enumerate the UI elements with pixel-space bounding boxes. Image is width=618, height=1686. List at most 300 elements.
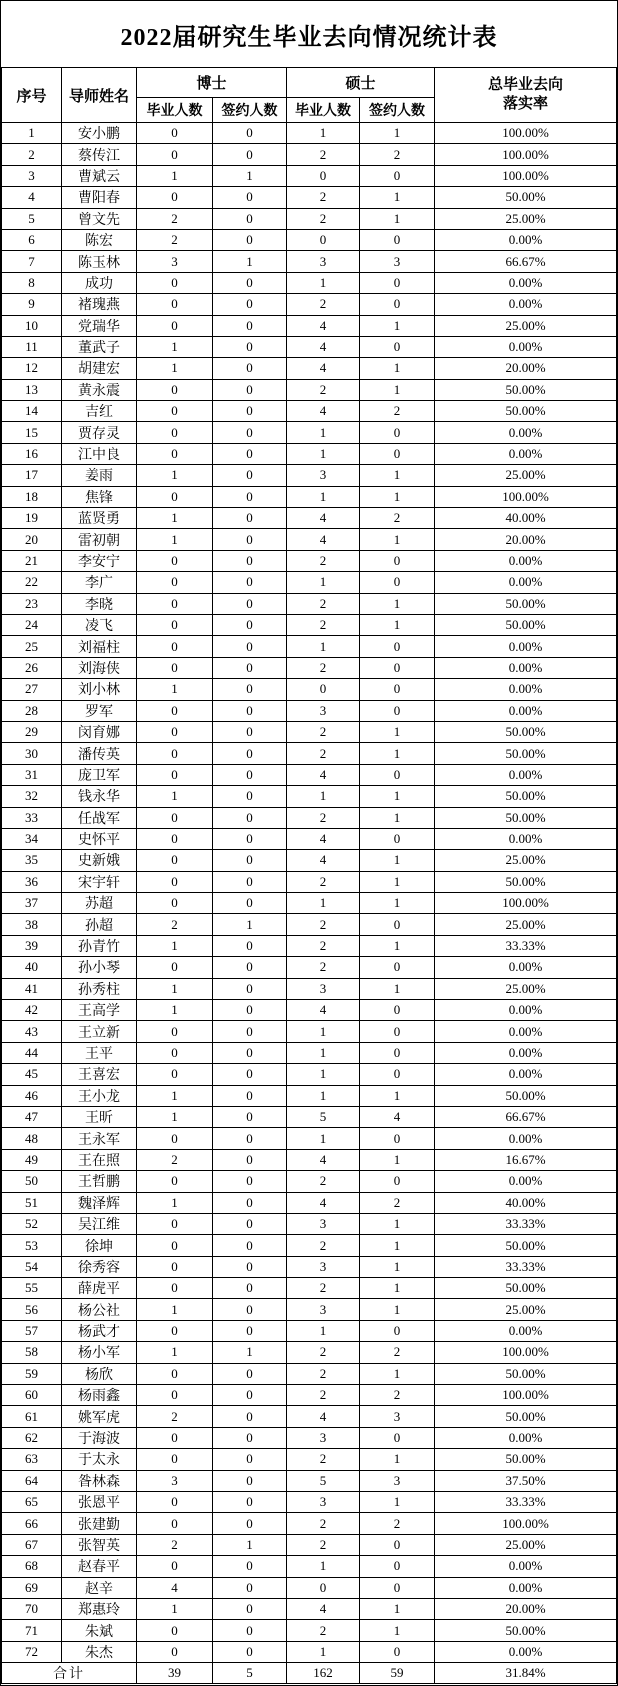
phd-signed: 0 — [213, 1556, 287, 1577]
phd-graduates: 0 — [137, 1064, 213, 1085]
table-row — [2, 1534, 617, 1555]
phd-signed: 0 — [213, 1085, 287, 1106]
phd-graduates: 0 — [137, 144, 213, 165]
phd-graduates: 1 — [137, 935, 213, 956]
phd-graduates: 0 — [137, 1449, 213, 1470]
page-title: 2022届研究生毕业去向情况统计表 — [120, 24, 498, 51]
phd-graduates: 0 — [137, 850, 213, 871]
table-row — [2, 358, 617, 379]
table-row — [2, 379, 617, 400]
placement-rate: 50.00% — [435, 1406, 617, 1427]
row-index: 30 — [2, 743, 62, 764]
placement-rate: 0.00% — [435, 1577, 617, 1598]
ms-graduates: 2 — [287, 550, 360, 571]
row-index: 28 — [2, 700, 62, 721]
ms-graduates: 3 — [287, 251, 360, 272]
table-row — [2, 1556, 617, 1577]
ms-signed: 1 — [360, 721, 435, 742]
phd-signed: 0 — [213, 1064, 287, 1085]
ms-signed: 1 — [360, 1299, 435, 1320]
phd-graduates: 0 — [137, 272, 213, 293]
phd-graduates: 0 — [137, 636, 213, 657]
advisor-name: 朱杰 — [62, 1641, 137, 1662]
advisor-name: 董武子 — [62, 336, 137, 357]
col-header-phd-graduates: 毕业人数 — [137, 98, 213, 123]
ms-signed: 0 — [360, 572, 435, 593]
phd-graduates: 0 — [137, 1278, 213, 1299]
advisor-name: 王永军 — [62, 1128, 137, 1149]
advisor-name: 闵育娜 — [62, 721, 137, 742]
placement-rate: 50.00% — [435, 743, 617, 764]
phd-signed: 0 — [213, 679, 287, 700]
advisor-name: 姜雨 — [62, 465, 137, 486]
row-index: 43 — [2, 1021, 62, 1042]
phd-signed: 0 — [213, 1235, 287, 1256]
advisor-name: 蓝贤勇 — [62, 508, 137, 529]
row-index: 31 — [2, 764, 62, 785]
ms-signed: 1 — [360, 935, 435, 956]
table-row — [2, 401, 617, 422]
phd-graduates: 0 — [137, 1556, 213, 1577]
table-row — [2, 871, 617, 892]
placement-rate: 37.50% — [435, 1470, 617, 1491]
row-index: 67 — [2, 1534, 62, 1555]
table-row — [2, 486, 617, 507]
ms-signed: 1 — [360, 1149, 435, 1170]
table-row — [2, 529, 617, 550]
ms-signed: 1 — [360, 123, 435, 144]
phd-signed: 0 — [213, 850, 287, 871]
ms-graduates: 2 — [287, 1278, 360, 1299]
placement-rate: 0.00% — [435, 1641, 617, 1662]
ms-signed: 1 — [360, 786, 435, 807]
row-index: 19 — [2, 508, 62, 529]
ms-signed: 1 — [360, 1620, 435, 1641]
table-row — [2, 508, 617, 529]
phd-signed: 0 — [213, 1128, 287, 1149]
ms-graduates: 2 — [287, 657, 360, 678]
phd-graduates: 0 — [137, 1213, 213, 1234]
ms-graduates: 3 — [287, 1492, 360, 1513]
phd-signed: 0 — [213, 1278, 287, 1299]
ms-graduates: 4 — [287, 764, 360, 785]
advisor-name: 刘福柱 — [62, 636, 137, 657]
placement-rate: 66.67% — [435, 1106, 617, 1127]
advisor-name: 王立新 — [62, 1021, 137, 1042]
row-index: 41 — [2, 978, 62, 999]
phd-signed: 0 — [213, 935, 287, 956]
phd-signed: 0 — [213, 1641, 287, 1662]
advisor-name: 宋宇轩 — [62, 871, 137, 892]
advisor-name: 昝林森 — [62, 1470, 137, 1491]
ms-signed: 1 — [360, 1256, 435, 1277]
ms-signed: 1 — [360, 315, 435, 336]
advisor-name: 王小龙 — [62, 1085, 137, 1106]
ms-graduates: 2 — [287, 1620, 360, 1641]
advisor-name: 徐坤 — [62, 1235, 137, 1256]
placement-rate: 100.00% — [435, 486, 617, 507]
advisor-name: 孙小琴 — [62, 957, 137, 978]
placement-rate: 0.00% — [435, 636, 617, 657]
placement-rate: 20.00% — [435, 529, 617, 550]
table-row — [2, 679, 617, 700]
placement-rate: 33.33% — [435, 935, 617, 956]
ms-signed: 0 — [360, 1021, 435, 1042]
table-row — [2, 1085, 617, 1106]
advisor-name: 吉红 — [62, 401, 137, 422]
advisor-name: 于海波 — [62, 1427, 137, 1448]
row-index: 27 — [2, 679, 62, 700]
row-index: 8 — [2, 272, 62, 293]
placement-rate: 0.00% — [435, 229, 617, 250]
table-row — [2, 1385, 617, 1406]
phd-graduates: 0 — [137, 123, 213, 144]
ms-graduates: 1 — [287, 486, 360, 507]
placement-rate: 25.00% — [435, 1299, 617, 1320]
advisor-name: 刘小林 — [62, 679, 137, 700]
table-row — [2, 593, 617, 614]
advisor-name: 王哲鹏 — [62, 1171, 137, 1192]
table-row — [2, 294, 617, 315]
table-row — [2, 850, 617, 871]
ms-signed: 0 — [360, 1556, 435, 1577]
col-header-ms-graduates: 毕业人数 — [287, 98, 360, 123]
ms-signed: 1 — [360, 187, 435, 208]
ms-graduates: 1 — [287, 443, 360, 464]
ms-signed: 1 — [360, 1278, 435, 1299]
ms-graduates: 1 — [287, 1320, 360, 1341]
row-index: 60 — [2, 1385, 62, 1406]
placement-rate: 100.00% — [435, 893, 617, 914]
ms-signed: 1 — [360, 1492, 435, 1513]
row-index: 70 — [2, 1598, 62, 1619]
phd-signed: 0 — [213, 636, 287, 657]
table-row — [2, 336, 617, 357]
ms-graduates: 3 — [287, 1427, 360, 1448]
ms-graduates: 1 — [287, 1085, 360, 1106]
ms-graduates: 2 — [287, 187, 360, 208]
ms-graduates: 2 — [287, 914, 360, 935]
ms-graduates: 5 — [287, 1106, 360, 1127]
placement-rate: 33.33% — [435, 1213, 617, 1234]
placement-rate: 50.00% — [435, 187, 617, 208]
phd-graduates: 0 — [137, 957, 213, 978]
phd-signed: 0 — [213, 1299, 287, 1320]
table-row — [2, 1470, 617, 1491]
table-row — [2, 208, 617, 229]
advisor-name: 庞卫军 — [62, 764, 137, 785]
phd-signed: 0 — [213, 401, 287, 422]
row-index: 42 — [2, 1000, 62, 1021]
advisor-name: 钱永华 — [62, 786, 137, 807]
phd-graduates: 0 — [137, 1042, 213, 1063]
phd-graduates: 1 — [137, 786, 213, 807]
ms-signed: 3 — [360, 251, 435, 272]
ms-graduates: 2 — [287, 807, 360, 828]
row-index: 26 — [2, 657, 62, 678]
row-index: 32 — [2, 786, 62, 807]
table-row — [2, 1492, 617, 1513]
total-phd-signed: 5 — [213, 1663, 287, 1684]
table-row — [2, 1149, 617, 1170]
advisor-name: 张建勤 — [62, 1513, 137, 1534]
ms-graduates: 4 — [287, 1149, 360, 1170]
table-row — [2, 1064, 617, 1085]
ms-graduates: 1 — [287, 272, 360, 293]
advisor-name: 史怀平 — [62, 828, 137, 849]
table-row — [2, 1000, 617, 1021]
placement-rate: 50.00% — [435, 871, 617, 892]
row-index: 15 — [2, 422, 62, 443]
phd-graduates: 0 — [137, 743, 213, 764]
advisor-name: 赵春平 — [62, 1556, 137, 1577]
phd-signed: 0 — [213, 1513, 287, 1534]
placement-rate: 25.00% — [435, 978, 617, 999]
phd-signed: 0 — [213, 1492, 287, 1513]
row-index: 2 — [2, 144, 62, 165]
phd-signed: 0 — [213, 1385, 287, 1406]
advisor-name: 罗军 — [62, 700, 137, 721]
placement-rate: 20.00% — [435, 358, 617, 379]
ms-signed: 1 — [360, 1363, 435, 1384]
row-index: 59 — [2, 1363, 62, 1384]
phd-signed: 0 — [213, 1171, 287, 1192]
advisor-name: 孙青竹 — [62, 935, 137, 956]
ms-signed: 1 — [360, 379, 435, 400]
row-index: 37 — [2, 893, 62, 914]
placement-rate: 0.00% — [435, 443, 617, 464]
phd-signed: 0 — [213, 294, 287, 315]
phd-signed: 0 — [213, 1598, 287, 1619]
header-row-groups — [2, 68, 617, 98]
table-row — [2, 1406, 617, 1427]
table-row — [2, 893, 617, 914]
ms-graduates: 2 — [287, 1171, 360, 1192]
advisor-name: 张智英 — [62, 1534, 137, 1555]
table-row — [2, 657, 617, 678]
phd-graduates: 3 — [137, 1470, 213, 1491]
ms-graduates: 2 — [287, 1342, 360, 1363]
phd-graduates: 2 — [137, 914, 213, 935]
ms-signed: 2 — [360, 1513, 435, 1534]
advisor-name: 雷初朝 — [62, 529, 137, 550]
phd-signed: 0 — [213, 828, 287, 849]
table-row — [2, 935, 617, 956]
ms-signed: 0 — [360, 229, 435, 250]
row-index: 10 — [2, 315, 62, 336]
ms-signed: 1 — [360, 871, 435, 892]
row-index: 64 — [2, 1470, 62, 1491]
phd-signed: 0 — [213, 807, 287, 828]
placement-rate: 0.00% — [435, 1427, 617, 1448]
phd-signed: 1 — [213, 1342, 287, 1363]
ms-graduates: 4 — [287, 315, 360, 336]
table-row — [2, 465, 617, 486]
placement-rate: 0.00% — [435, 657, 617, 678]
placement-rate: 0.00% — [435, 1171, 617, 1192]
table-row — [2, 1192, 617, 1213]
total-label: 合计 — [2, 1663, 137, 1684]
phd-signed: 0 — [213, 529, 287, 550]
phd-graduates: 0 — [137, 1363, 213, 1384]
row-index: 22 — [2, 572, 62, 593]
ms-graduates: 1 — [287, 893, 360, 914]
table-row — [2, 422, 617, 443]
placement-rate: 50.00% — [435, 1235, 617, 1256]
table-row — [2, 1042, 617, 1063]
ms-signed: 0 — [360, 957, 435, 978]
table-row — [2, 978, 617, 999]
ms-graduates: 1 — [287, 1128, 360, 1149]
advisor-name: 魏泽辉 — [62, 1192, 137, 1213]
placement-rate: 0.00% — [435, 572, 617, 593]
advisor-name: 薛虎平 — [62, 1278, 137, 1299]
phd-graduates: 0 — [137, 657, 213, 678]
col-group-master: 硕士 — [287, 68, 435, 98]
placement-rate: 0.00% — [435, 1042, 617, 1063]
advisor-name: 曾文先 — [62, 208, 137, 229]
table-row — [2, 1106, 617, 1127]
ms-graduates: 3 — [287, 1256, 360, 1277]
table-row — [2, 1620, 617, 1641]
table-row — [2, 807, 617, 828]
advisor-name: 王平 — [62, 1042, 137, 1063]
ms-graduates: 3 — [287, 978, 360, 999]
ms-graduates: 1 — [287, 422, 360, 443]
phd-graduates: 1 — [137, 529, 213, 550]
phd-graduates: 1 — [137, 1106, 213, 1127]
phd-signed: 1 — [213, 165, 287, 186]
ms-graduates: 2 — [287, 957, 360, 978]
placement-rate: 0.00% — [435, 422, 617, 443]
table-row — [2, 743, 617, 764]
total-ms-signed: 59 — [360, 1663, 435, 1684]
table-row — [2, 1363, 617, 1384]
phd-signed: 0 — [213, 187, 287, 208]
table-row — [2, 1299, 617, 1320]
ms-signed: 0 — [360, 657, 435, 678]
phd-signed: 0 — [213, 379, 287, 400]
phd-signed: 0 — [213, 144, 287, 165]
ms-signed: 0 — [360, 914, 435, 935]
phd-signed: 1 — [213, 251, 287, 272]
total-rate: 31.84% — [435, 1663, 617, 1684]
table-row — [2, 1449, 617, 1470]
phd-graduates: 1 — [137, 679, 213, 700]
advisor-name: 苏超 — [62, 893, 137, 914]
ms-signed: 0 — [360, 1171, 435, 1192]
ms-graduates: 4 — [287, 850, 360, 871]
table-row — [2, 251, 617, 272]
ms-graduates: 0 — [287, 679, 360, 700]
ms-signed: 0 — [360, 1320, 435, 1341]
row-index: 62 — [2, 1427, 62, 1448]
phd-signed: 1 — [213, 914, 287, 935]
advisor-name: 郑惠玲 — [62, 1598, 137, 1619]
row-index: 66 — [2, 1513, 62, 1534]
phd-signed: 0 — [213, 550, 287, 571]
phd-signed: 0 — [213, 315, 287, 336]
table-row — [2, 1577, 617, 1598]
table-row — [2, 1278, 617, 1299]
advisor-name: 曹斌云 — [62, 165, 137, 186]
row-index: 12 — [2, 358, 62, 379]
advisor-name: 徐秀容 — [62, 1256, 137, 1277]
row-index: 14 — [2, 401, 62, 422]
ms-signed: 1 — [360, 358, 435, 379]
ms-signed: 1 — [360, 1085, 435, 1106]
ms-graduates: 4 — [287, 508, 360, 529]
phd-graduates: 1 — [137, 508, 213, 529]
ms-graduates: 1 — [287, 1021, 360, 1042]
advisor-name: 王喜宏 — [62, 1064, 137, 1085]
phd-graduates: 0 — [137, 721, 213, 742]
phd-graduates: 1 — [137, 1299, 213, 1320]
phd-graduates: 0 — [137, 422, 213, 443]
ms-signed: 0 — [360, 1641, 435, 1662]
advisor-name: 史新娥 — [62, 850, 137, 871]
placement-rate: 0.00% — [435, 550, 617, 571]
ms-signed: 4 — [360, 1106, 435, 1127]
ms-graduates: 5 — [287, 1470, 360, 1491]
row-index: 4 — [2, 187, 62, 208]
phd-signed: 0 — [213, 336, 287, 357]
placement-rate: 50.00% — [435, 1620, 617, 1641]
advisor-name: 吴江维 — [62, 1213, 137, 1234]
placement-rate: 100.00% — [435, 144, 617, 165]
table-row — [2, 1641, 617, 1662]
table-row — [2, 1320, 617, 1341]
ms-signed: 1 — [360, 850, 435, 871]
placement-rate: 50.00% — [435, 593, 617, 614]
placement-rate: 25.00% — [435, 850, 617, 871]
phd-graduates: 0 — [137, 1320, 213, 1341]
ms-signed: 0 — [360, 1128, 435, 1149]
phd-graduates: 1 — [137, 1085, 213, 1106]
row-index: 72 — [2, 1641, 62, 1662]
placement-rate: 25.00% — [435, 914, 617, 935]
row-index: 44 — [2, 1042, 62, 1063]
ms-graduates: 2 — [287, 1534, 360, 1555]
ms-graduates: 2 — [287, 593, 360, 614]
ms-graduates: 2 — [287, 1449, 360, 1470]
ms-graduates: 2 — [287, 294, 360, 315]
phd-graduates: 0 — [137, 379, 213, 400]
phd-graduates: 1 — [137, 978, 213, 999]
table-row — [2, 187, 617, 208]
ms-signed: 3 — [360, 1406, 435, 1427]
phd-signed: 0 — [213, 1256, 287, 1277]
advisor-name: 孙秀柱 — [62, 978, 137, 999]
ms-graduates: 2 — [287, 721, 360, 742]
ms-graduates: 4 — [287, 529, 360, 550]
col-header-index: 序号 — [2, 68, 62, 123]
table-row — [2, 1128, 617, 1149]
placement-rate: 0.00% — [435, 1320, 617, 1341]
row-index: 7 — [2, 251, 62, 272]
phd-graduates: 4 — [137, 1577, 213, 1598]
advisor-name: 蔡传江 — [62, 144, 137, 165]
phd-signed: 0 — [213, 272, 287, 293]
placement-rate: 0.00% — [435, 957, 617, 978]
phd-graduates: 2 — [137, 1534, 213, 1555]
placement-rate: 20.00% — [435, 1598, 617, 1619]
table-row — [2, 165, 617, 186]
ms-graduates: 4 — [287, 1406, 360, 1427]
advisor-name: 杨公社 — [62, 1299, 137, 1320]
table-row — [2, 1513, 617, 1534]
advisor-name: 王在照 — [62, 1149, 137, 1170]
